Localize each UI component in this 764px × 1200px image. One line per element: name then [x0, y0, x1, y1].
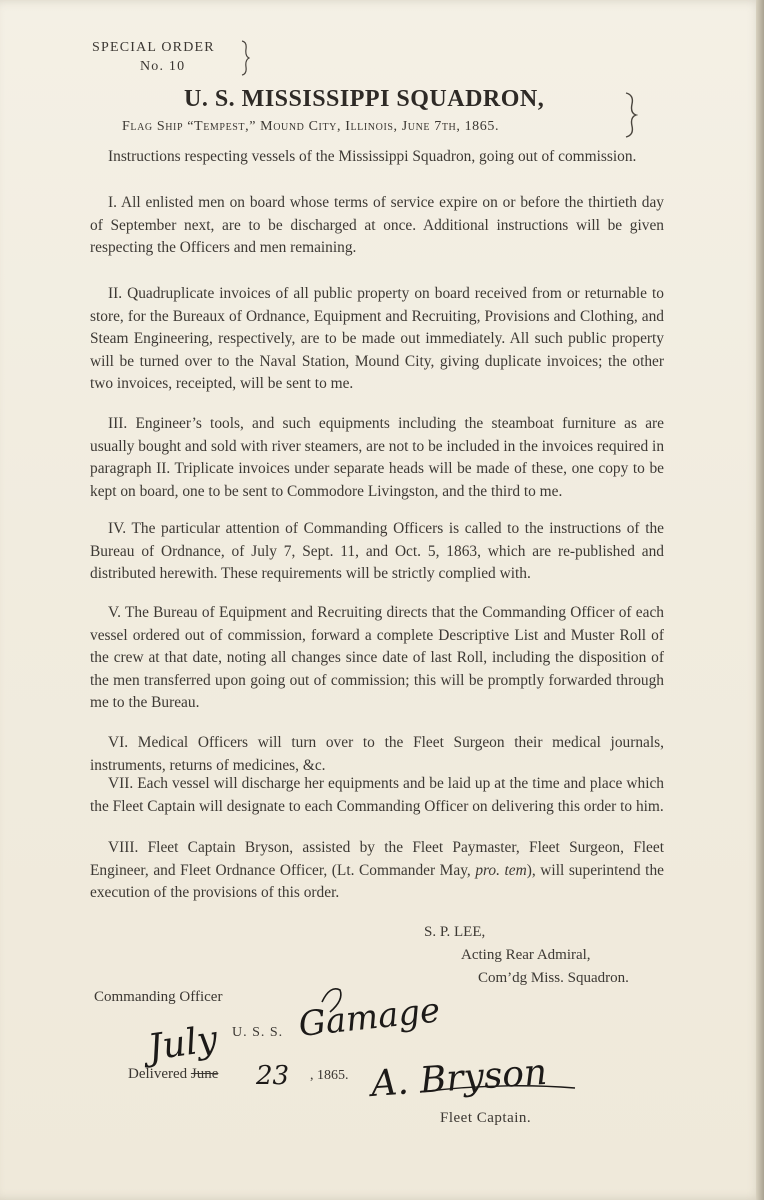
signature-name: S. P. LEE, [424, 924, 486, 940]
fleet-captain-label: Fleet Captain. [440, 1110, 532, 1126]
paragraph-3-text: III. Engineer’s tools, and such equipments including the steamboat furniture as are usually bought and sold with river steamers, are not to be included in the invoices required in paragraph II. Triplicate invoices under separate heads will be made of these, one copy to be kept on board, one to be sent to Commodore Livingston, and the third to me. [90, 415, 665, 500]
paragraph-7-text: VII. Each vessel will discharge her equipments and be laid up at the time and place which the Fleet Captain will designate to each Commanding Officer on delivering this order to him. [90, 775, 664, 815]
delivered-year: , 1865. [310, 1068, 349, 1083]
signature-rank: Acting Rear Admiral, [461, 947, 591, 963]
paragraph-8-italic: pro. tem [475, 861, 527, 879]
flag-ship-subtitle: Flag Ship “Tempest,” Mound City, Illinois, June 7th, 1865. [122, 119, 500, 134]
paragraph-2-text: II. Quadruplicate invoices of all public property on board received from or returnable to store, for the Bureaux of Ordnance, Equipment and Recruiting, Provisions and Clothing, and Steam Engineering, respectively, are to be made out immediately. All such public property will be turned over to the Naval Station, Mound City, giving duplicate invoices; the other two invoices, receipted, will be sent to me. [90, 285, 664, 393]
intro-text: Instructions respecting vessels of the Mississippi Squadron, going out of commission. [108, 148, 637, 165]
paragraph-6-text: VI. Medical Officers will turn over to the Fleet Surgeon their medical journals, instruments, returns of medicines, &c. [90, 734, 664, 774]
handwritten-ship-name: Gamage [296, 990, 442, 1045]
paragraph-8-after: ), will superintend the execution of the provisions of this order. [90, 861, 664, 902]
paragraph-5-text: V. The Bureau of Equipment and Recruiting directs that the Commanding Officer of each vessel ordered out of commission, forward a complete Descriptive List and Muster Roll of the crew at that date, noting all changes since date of last Roll, including the disposition of the men transferred upon going out of commission; this will be promptly forwarded through me to the Bureau. [90, 604, 664, 712]
handwritten-signature: A. Bryson [369, 1051, 549, 1105]
signature-command: Com’dg Miss. Squadron. [478, 970, 629, 986]
struck-month: June [190, 1066, 219, 1082]
special-order-line1: SPECIAL ORDER [92, 40, 215, 55]
delivered-word: Delivered [128, 1066, 188, 1082]
special-order-number: No. 10 [140, 59, 186, 74]
uss-label: U. S. S. [232, 1025, 284, 1040]
paragraph-1-text: I. All enlisted men on board whose terms of service expire on or before the thirtieth day of September next, are to be discharged at once. Additional instructions will be given respecting the Officers and men remaining. [90, 194, 664, 257]
handwritten-month: July [145, 1018, 221, 1069]
commanding-officer-label: Commanding Officer [94, 989, 223, 1005]
paragraph-8-before: VIII. Fleet Captain Bryson, assisted by the Fleet Paymaster, Fleet Surgeon, Fleet Engineer, and Fleet Ordnance Officer, (Lt. Commander May, [90, 839, 664, 879]
paragraph-4-text: IV. The particular attention of Commanding Officers is called to the instructions of the Bureau of Ordnance, of July 7, Sept. 11, and Oct. 5, 1863, which are re-published and distributed herewith. These requirements will be strictly complied with. [90, 520, 664, 583]
handwritten-day: 23 [256, 1061, 290, 1091]
squadron-title: U. S. MISSISSIPPI SQUADRON, [184, 86, 545, 112]
